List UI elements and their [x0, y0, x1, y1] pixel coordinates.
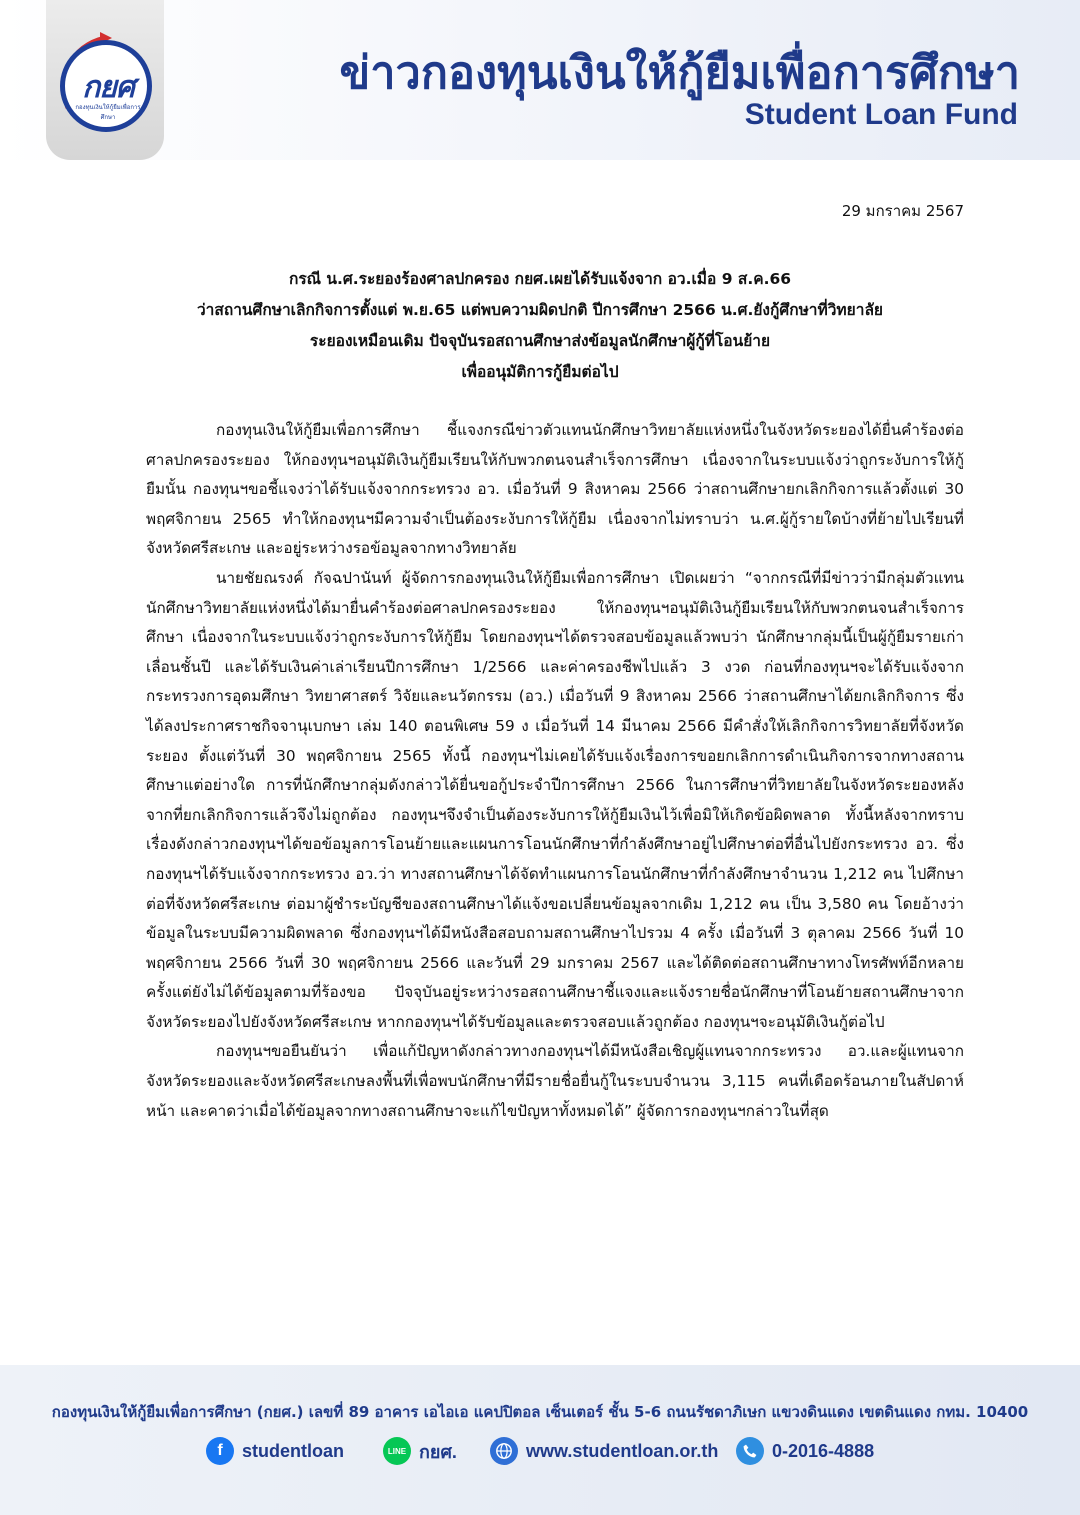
headline-line: ระยองเหมือนเดิม ปัจจุบันรอสถานศึกษาส่งข้อมูลนักศึกษาผู้กู้ที่โอนย้าย	[309, 332, 771, 350]
phone-contact[interactable]	[736, 1436, 874, 1466]
paragraph: กองทุนเงินให้กู้ยืมเพื่อการศึกษา ชี้แจงกรณีข่าวตัวแทนนักศึกษาวิทยาลัยแห่งหนึ่งในจังหวัดระยองได้ยื่นคำร้องต่อศาลปกครองระยอง ให้กองทุนฯอนุมัติเงินกู้ยืมเรียนให้กับพวกตนจนสำเร็จการศึกษา เนื่องจากในระบบแจ้งว่าถูกระงับการให้กู้ยืมนั้น กองทุนฯขอชี้แจงว่าได้รับแจ้งจากกระทรวง อว. เมื่อวันที่ 9 สิงหาคม 2566 ว่าสถานศึกษายกเลิกกิจการแล้วตั้งแต่ 30 พฤศจิกายน 2565 ทำให้กองทุนฯมีความจำเป็นต้องระงับการให้กู้ยืม เนื่องจากไม่ทราบว่า น.ศ.ผู้กู้รายใดบ้างที่ย้ายไปเรียนที่จังหวัดศรีสะเกษ และอยู่ระหว่างรอข้อมูลจากทางวิทยาลัย	[146, 421, 964, 558]
logo-caption: กองทุนเงินให้กู้ยืมเพื่อการศึกษา	[75, 104, 141, 121]
website-label: www.studentloan.or.th	[526, 1440, 719, 1461]
headline-line: ว่าสถานศึกษาเลิกกิจการตั้งแต่ พ.ย.65 แต่พบความผิดปกติ ปีการศึกษา 2566 น.ศ.ยังกู้ศึกษาที่วิทยาลัย	[196, 301, 884, 319]
logo-text: กยศ	[82, 71, 134, 104]
facebook-contact[interactable]	[206, 1436, 344, 1466]
line-label: กยศ.	[419, 1441, 457, 1462]
header-title-thai: ข่าวกองทุนเงินให้กู้ยืมเพื่อการศึกษา	[339, 47, 1020, 98]
article-body	[146, 416, 964, 1126]
headline	[130, 264, 950, 388]
website-contact[interactable]	[490, 1436, 718, 1466]
header-title-english: Student Loan Fund	[744, 98, 1018, 131]
headline-line: เพื่ออนุมัติการกู้ยืมต่อไป	[461, 363, 619, 381]
phone-icon	[736, 1437, 764, 1465]
facebook-label: studentloan	[242, 1440, 344, 1461]
paragraph: นายชัยณรงค์ กัจฉปานันท์ ผู้จัดการกองทุนเงินให้กู้ยืมเพื่อการศึกษา เปิดเผยว่า “จากกรณีที่มีข่าวว่ามีกลุ่มตัวแทนนักศึกษาวิทยาลัยแห่งหนึ่งได้มายื่นคำร้องต่อศาลปกครองระยอง ให้กองทุนฯอนุมัติเงินกู้ยืมเรียนให้กับพวกตนจนสำเร็จการศึกษา เนื่องจากในระบบแจ้งว่าถูกระงับการให้กู้ยืม โดยกองทุนฯได้ตรวจสอบข้อมูลแล้วพบว่า นักศึกษากลุ่มนี้เป็นผู้กู้ยืมรายเก่าเลื่อนชั้นปี และได้รับเงินค่าเล่าเรียนปีการศึกษา 1/2566 และค่าครองชีพไปแล้ว 3 งวด ก่อนที่กองทุนฯจะได้รับแจ้งจากกระทรวงการอุดมศึกษา วิทยาศาสตร์ วิจัยและนวัตกรรม (อว.) เมื่อวันที่ 9 สิงหาคม 2566 ว่าสถานศึกษาได้ยกเลิกกิจการ ซึ่งได้ลงประกาศราชกิจจานุเบกษา เล่ม 140 ตอนพิเศษ 59 ง เมื่อวันที่ 14 มีนาคม 2566 มีคำสั่งให้เลิกกิจการวิทยาลัยที่จังหวัดระยอง ตั้งแต่วันที่ 30 พฤศจิกายน 2565 ทั้งนี้ กองทุนฯไม่เคยได้รับแจ้งเรื่องการขอยกเลิกการดำเนินกิจการจากทางสถานศึกษาแต่อย่างใด การที่นักศึกษากลุ่มดังกล่าวได้ยื่นขอกู้ประจำปีการศึกษา 2566 ในการศึกษาที่วิทยาลัยในจังหวัดระยองหลังจากที่ยกเลิกกิจการแล้วจึงไม่ถูกต้อง กองทุนฯจึงจำเป็นต้องระงับการให้กู้ยืมเงินไว้เพื่อมิให้เกิดข้อผิดพลาด ทั้งนี้หลังจากทราบเรื่องดังกล่าวกองทุนฯได้ขอข้อมูลการโอนย้ายและแผนการโอนนักศึกษาที่กำลังศึกษาอยู่ไปศึกษาต่อที่อื่นไปยังกระทรวง อว. ซึ่งกองทุนฯได้รับแจ้งจากกระทรวง อว.ว่า ทางสถานศึกษาได้จัดทำแผนการโอนนักศึกษาที่กำลังศึกษาจำนวน 1,212 คน ไปศึกษาต่อที่จังหวัดศรีสะเกษ ต่อมาผู้ชำระบัญชีของสถานศึกษาได้แจ้งขอเปลี่ยนข้อมูลจากเดิม 1,212 คน เป็น 3,580 คน โดยอ้างว่าข้อมูลในระบบมีความผิดพลาด ซึ่งกองทุนฯได้มีหนังสือสอบถามสถานศึกษาไปรวม 4 ครั้ง เมื่อวันที่ 3 ตุลาคม 2566 วันที่ 10 พฤศจิกายน 2566 วันที่ 30 พฤศจิกายน 2566 และวันที่ 29 มกราคม 2567 และได้ติดต่อสถานศึกษาทางโทรศัพท์อีกหลายครั้งแต่ยังไม่ได้ข้อมูลตามที่ร้องขอ ปัจจุบันอยู่ระหว่างรอสถานศึกษาชี้แจงและแจ้งรายชื่อนักศึกษาที่โอนย้ายสถานศึกษาจากจังหวัดระยองไปยังจังหวัดศรีสะเกษ หากกองทุนฯได้รับข้อมูลและตรวจสอบแล้วถูกต้อง กองทุนฯจะอนุมัติเงินกู้ต่อไป	[146, 568, 964, 1031]
facebook-icon: f	[206, 1437, 234, 1465]
release-date: 29 มกราคม 2567	[841, 202, 964, 220]
phone-label: 0-2016-4888	[772, 1440, 875, 1461]
headline-line: กรณี น.ศ.ระยองร้องศาลปกครอง กยศ.เผยได้รับแจ้งจาก อว.เมื่อ 9 ส.ค.66	[288, 270, 792, 288]
footer-address: กองทุนเงินให้กู้ยืมเพื่อการศึกษา (กยศ.) เลขที่ 89 อาคาร เอไอเอ แคปปิตอล เซ็นเตอร์ ชั้น 5-6 ถนนรัชดาภิเษก แขวงดินแดง เขตดินแดง กทม. 10400	[51, 1403, 1029, 1421]
paragraph: กองทุนฯขอยืนยันว่า เพื่อแก้ปัญหาดังกล่าวทางกองทุนฯได้มีหนังสือเชิญผู้แทนจากกระทรวง อว.และผู้แทนจากจังหวัดระยองและจังหวัดศรีสะเกษลงพื้นที่เพื่อพบนักศึกษาที่มีรายชื่อยื่นกู้ในระบบจำนวน 3,115 คนที่เดือดร้อนภายในสัปดาห์หน้า และคาดว่าเมื่อได้ข้อมูลจากทางสถานศึกษาจะแก้ไขปัญหาทั้งหมดได้” ผู้จัดการกองทุนฯกล่าวในที่สุด	[146, 1042, 964, 1120]
globe-icon	[490, 1437, 518, 1465]
line-icon: LINE	[383, 1437, 411, 1465]
line-contact[interactable]	[383, 1436, 457, 1466]
